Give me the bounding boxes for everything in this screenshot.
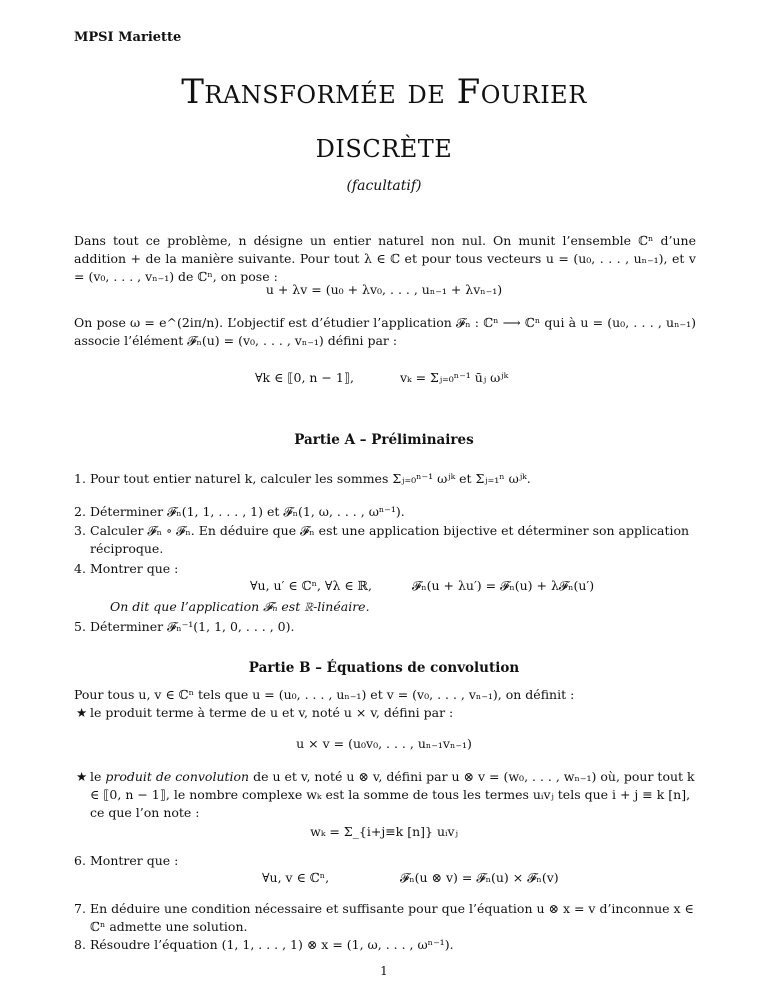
page-number: 1 [380, 964, 388, 978]
question-text: Calculer 𝓕ₙ ∘ 𝓕ₙ. En déduire que 𝓕ₙ est une application bijective et déterminer son application réciproque. [90, 523, 690, 556]
question-number: 6. [74, 853, 86, 868]
question-text: Déterminer 𝓕ₙ(1, 1, . . . , 1) et 𝓕ₙ(1, ω, . . . , ωⁿ⁻¹). [90, 504, 405, 519]
question-7 [74, 900, 696, 936]
question-number: 7. [74, 901, 86, 916]
bullet-1 [76, 704, 696, 722]
section-b-intro: Pour tous u, v ∈ ℂⁿ tels que u = (u₀, . . . , uₙ₋₁) et v = (v₀, . . . , vₙ₋₁), on définit : [74, 687, 575, 702]
question-number: 1. [74, 471, 86, 486]
question-text: Montrer que : [90, 853, 179, 868]
question-6 [74, 852, 696, 870]
question-text: Résoudre l’équation (1, 1, . . . , 1) ⊗ x = (1, ω, . . . , ωⁿ⁻¹). [90, 937, 454, 952]
question-number: 8. [74, 937, 86, 952]
bullet-text: le produit terme à terme de u et v, noté u × v, défini par : [90, 705, 454, 720]
question-1 [74, 470, 696, 488]
question-5 [74, 618, 696, 636]
question-4 [74, 560, 696, 578]
q6-equation-left: ∀u, v ∈ ℂⁿ, [262, 870, 330, 885]
question-text: Pour tout entier naturel k, calculer les sommes Σⱼ₌₀ⁿ⁻¹ ωʲᵏ et Σⱼ₌₁ⁿ ωʲᵏ. [90, 471, 531, 486]
question-number: 4. [74, 561, 86, 576]
question-number: 5. [74, 619, 86, 634]
q4-equation-right: 𝓕ₙ(u + λu′) = 𝓕ₙ(u) + λ𝓕ₙ(u′) [412, 578, 595, 593]
question-number: 3. [74, 523, 86, 538]
question-number: 2. [74, 504, 86, 519]
question-8 [74, 936, 696, 954]
page-header: MPSI Mariette [74, 30, 182, 45]
question-text: En déduire une condition nécessaire et suffisante pour que l’équation u ⊗ x = v d’inconnue x ∈ ℂⁿ admette une solution. [90, 901, 694, 934]
question-text: Montrer que : [90, 561, 179, 576]
equation-convolution: wₖ = Σ_{i+j≡k [n]} uᵢvⱼ [310, 824, 458, 839]
star-icon: ★ [76, 705, 88, 720]
bullet-2 [76, 768, 696, 822]
title-line-1: Transformée de Fourier [181, 72, 587, 112]
equation-sum: u + λv = (u₀ + λv₀, . . . , uₙ₋₁ + λvₙ₋₁) [265, 282, 503, 297]
star-icon: ★ [76, 769, 88, 784]
bullet-emphasis: produit de convolution [105, 769, 250, 784]
question-text: Déterminer 𝓕ₙ⁻¹(1, 1, 0, . . . , 0). [90, 619, 295, 634]
bullet-text-a: le [90, 769, 106, 784]
q4-note: On dit que l’application 𝓕ₙ est ℝ-linéaire. [110, 599, 370, 614]
section-b-title: Partie B – Équations de convolution [248, 660, 520, 676]
question-3 [74, 522, 696, 558]
equation-product: u × v = (u₀v₀, . . . , uₙ₋₁vₙ₋₁) [296, 736, 472, 751]
subtitle: (facultatif) [346, 178, 422, 194]
section-a-title: Partie A – Préliminaires [294, 432, 474, 448]
intro-paragraph-2: On pose ω = e^(2iπ/n). L’objectif est d’étudier l’application 𝓕ₙ : ℂⁿ ⟶ ℂⁿ qui à u = (u₀, . . . , uₙ₋₁) associe l’élément 𝓕ₙ(u) = (v₀, . . . , vₙ₋₁) défini par : [74, 315, 696, 348]
intro-paragraph-1: Dans tout ce problème, n désigne un entier naturel non nul. On munit l’ensemble ℂⁿ d’une addition + de la manière suivante. Pour tout λ ∈ ℂ et pour tous vecteurs u = (u₀, . . . , uₙ₋₁), et v = (v₀, . . . , vₙ₋₁) de ℂⁿ, on pose : [74, 233, 696, 284]
equation-def-right: vₖ = Σⱼ₌₀ⁿ⁻¹ ūⱼ ωʲᵏ [400, 370, 509, 385]
equation-def-left: ∀k ∈ ⟦0, n − 1⟧, [255, 370, 354, 385]
q6-equation-right: 𝓕ₙ(u ⊗ v) = 𝓕ₙ(u) × 𝓕ₙ(v) [400, 870, 559, 885]
title-line-2: discrète [315, 126, 453, 166]
question-2 [74, 503, 696, 521]
q4-equation-left: ∀u, u′ ∈ ℂⁿ, ∀λ ∈ ℝ, [250, 578, 372, 593]
bullet-text-b: de u et v, noté u ⊗ v, défini par u ⊗ v = (w₀, . . . , wₙ₋₁) où, pour tout k ∈ ⟦0, n − 1⟧, le nombre complexe wₖ est la somme de tous les termes uᵢvⱼ tels que i + j ≡ k [n], ce que l’on note : [90, 769, 695, 820]
